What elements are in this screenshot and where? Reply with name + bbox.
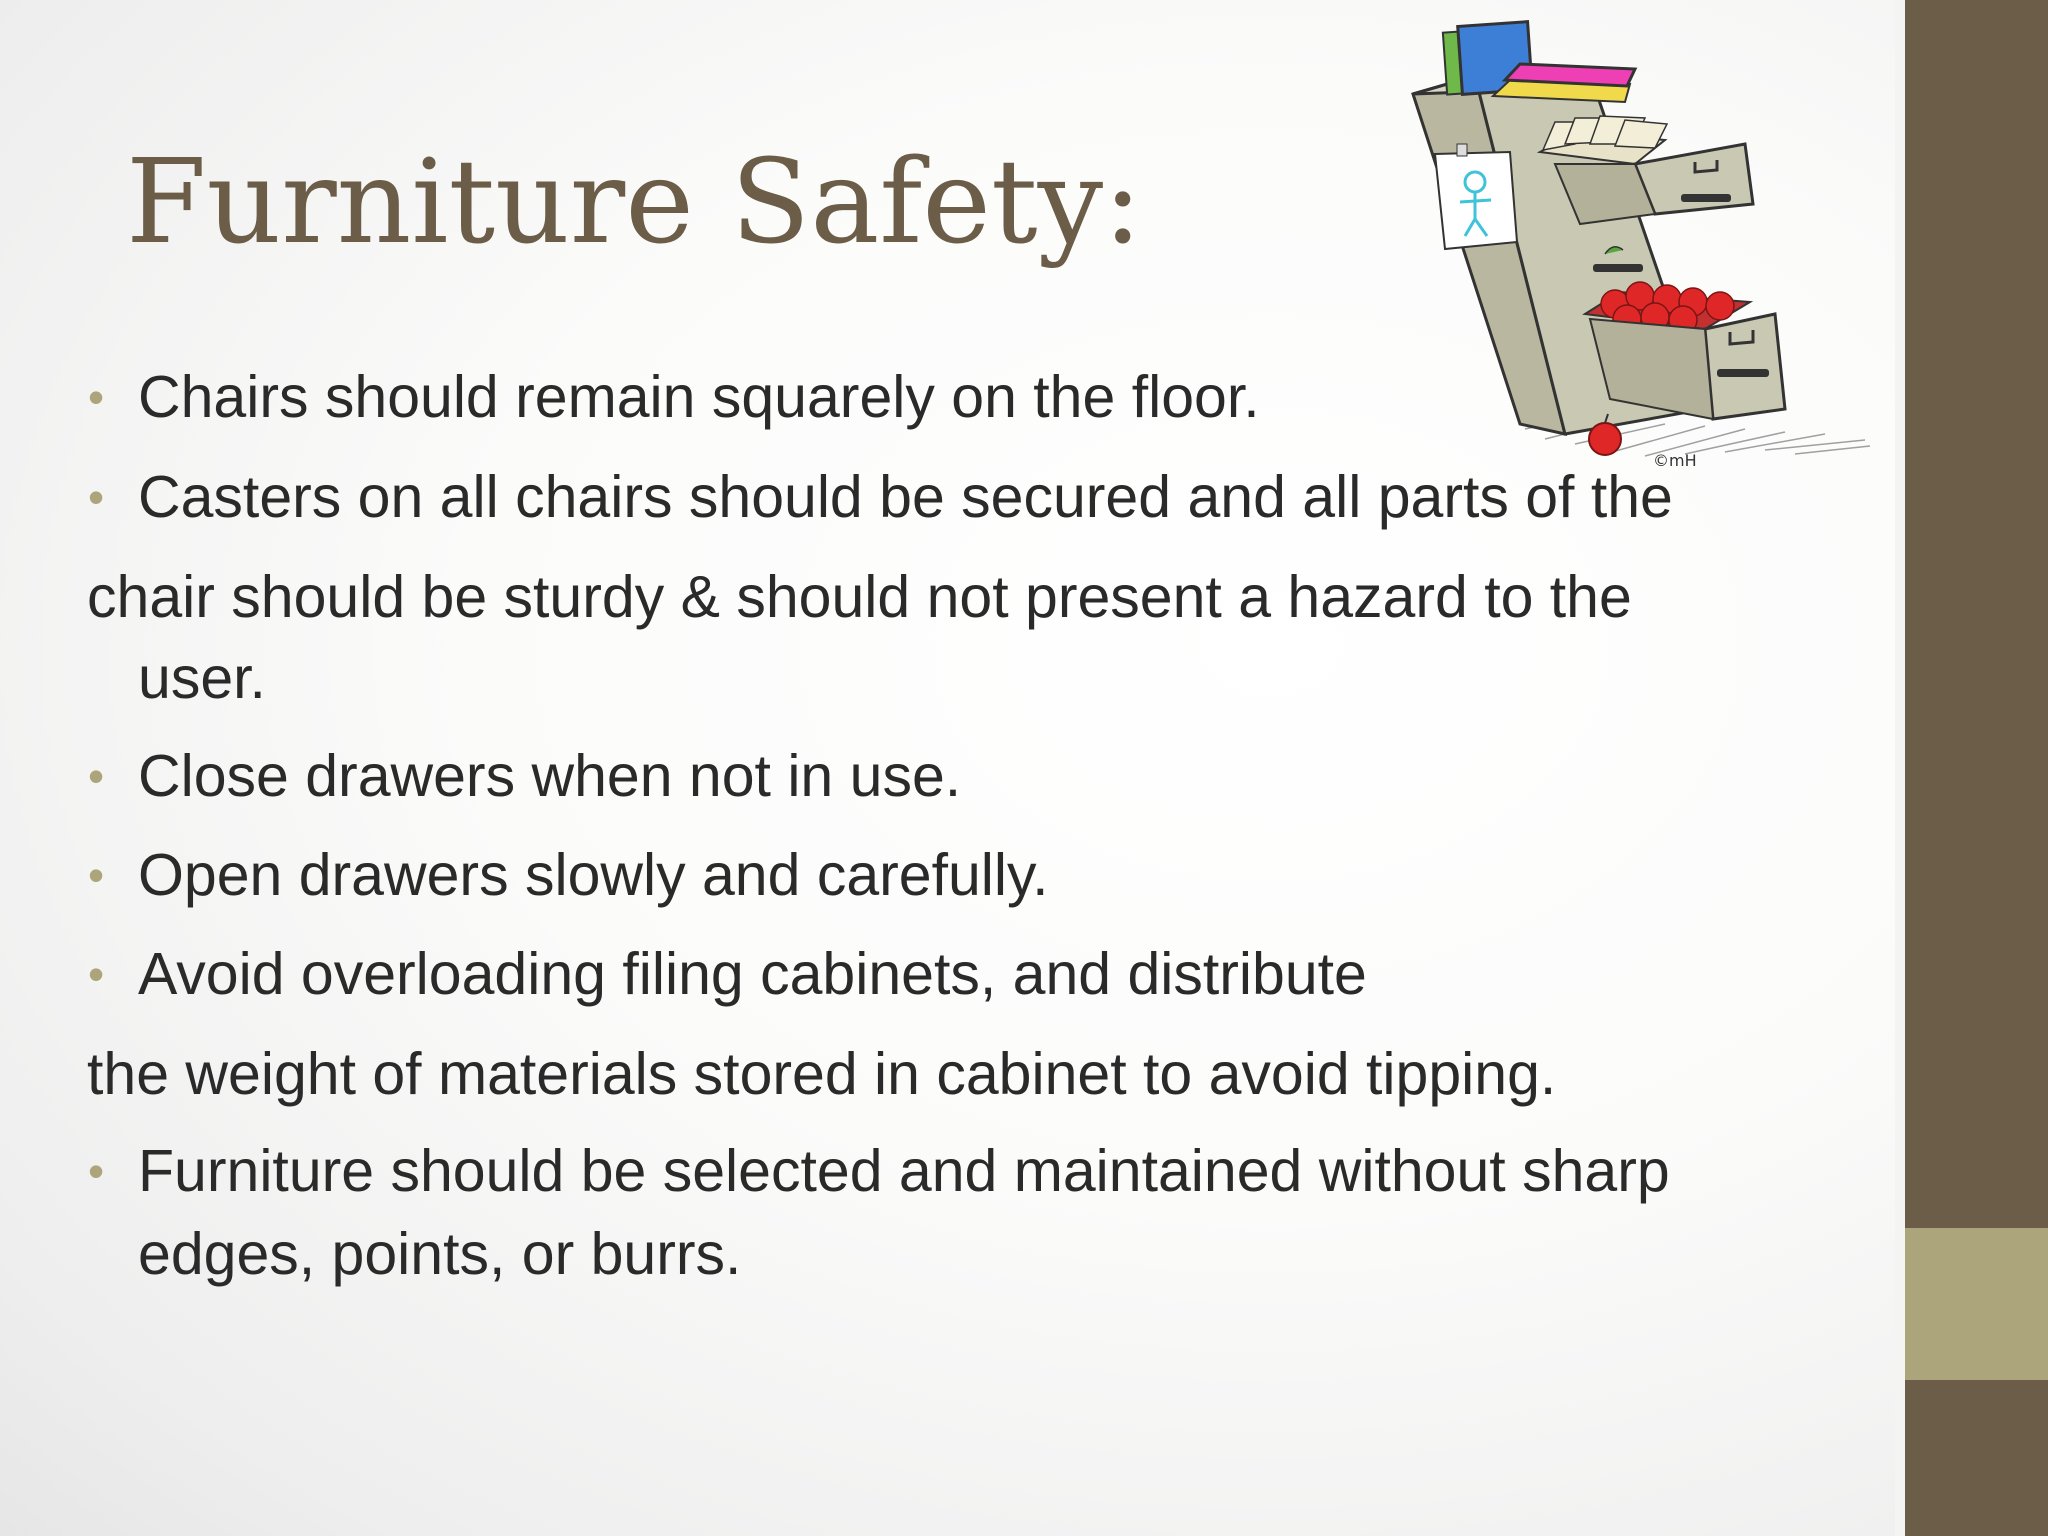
list-item: Casters on all chairs should be secured and all parts of the (138, 464, 1673, 530)
list-item: Open drawers slowly and carefully. (138, 842, 1049, 908)
bullet-marker: • (88, 849, 105, 901)
sidebar-gap (1895, 0, 1905, 1536)
sidebar-accent-block (1905, 1228, 2048, 1380)
list-item: Avoid overloading filing cabinets, and distribute (138, 941, 1367, 1007)
list-item-continuation: user. (138, 645, 266, 711)
list-item: Furniture should be selected and maintained without sharp (138, 1138, 1670, 1204)
bullet-marker: • (88, 750, 105, 802)
bullet-marker: • (88, 471, 105, 523)
list-item: Chairs should remain squarely on the floor. (138, 364, 1260, 430)
decorative-sidebar (1895, 0, 2048, 1536)
bullet-marker: • (88, 1145, 105, 1197)
list-item-continuation: chair should be sturdy & should not present a hazard to the (87, 564, 1632, 630)
bullet-marker: • (88, 371, 105, 423)
bullet-marker: • (88, 948, 105, 1000)
list-item-continuation: the weight of materials stored in cabinet to avoid tipping. (87, 1041, 1557, 1107)
slide-title: Furniture Safety: (126, 135, 1143, 270)
list-item-continuation: edges, points, or burrs. (138, 1221, 742, 1287)
artist-signature: ©mH (1653, 451, 1697, 470)
list-item: Close drawers when not in use. (138, 743, 962, 809)
